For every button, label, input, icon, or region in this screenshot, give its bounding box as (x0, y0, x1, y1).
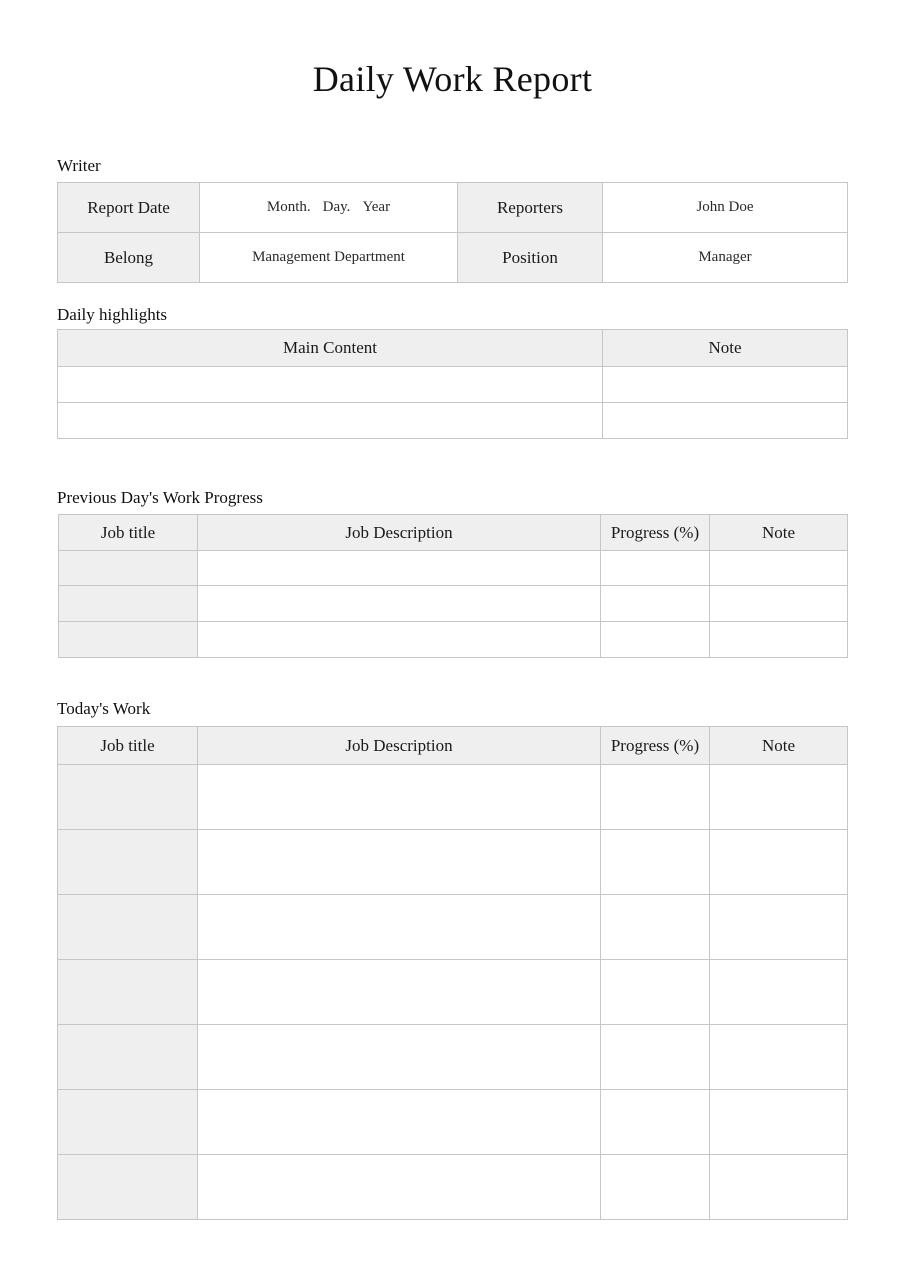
column-header-note: Note (710, 727, 848, 765)
column-header-job-description: Job Description (198, 515, 601, 551)
date-month: Month. (266, 199, 311, 215)
job-title-cell[interactable] (58, 830, 198, 895)
job-description-cell[interactable] (198, 1090, 601, 1155)
job-title-cell[interactable] (59, 586, 198, 622)
table-row (58, 1155, 848, 1220)
column-header-progress: Progress (%) (601, 515, 710, 551)
table-row (58, 765, 848, 830)
note-cell[interactable] (710, 895, 848, 960)
progress-cell[interactable] (601, 622, 710, 658)
job-title-cell[interactable] (58, 895, 198, 960)
column-header-note: Note (603, 330, 848, 367)
table-row (58, 960, 848, 1025)
job-description-cell[interactable] (198, 830, 601, 895)
section-label-daily-highlights: Daily highlights (57, 305, 168, 324)
note-cell[interactable] (710, 765, 848, 830)
progress-cell[interactable] (601, 586, 710, 622)
previous-day-table (58, 514, 848, 658)
report-date-field[interactable] (200, 183, 458, 233)
document-title: Daily Work Report (312, 59, 593, 99)
note-cell[interactable] (603, 367, 848, 403)
column-header-main-content: Main Content (58, 330, 603, 367)
job-title-cell[interactable] (59, 551, 198, 586)
main-content-cell[interactable] (58, 367, 603, 403)
table-row (58, 1090, 848, 1155)
position-label: Position (458, 233, 603, 283)
writer-table (57, 182, 848, 283)
column-header-note: Note (710, 515, 848, 551)
progress-cell[interactable] (601, 551, 710, 586)
column-header-progress: Progress (%) (601, 727, 710, 765)
daily-highlights-table (57, 329, 848, 439)
table-row (59, 586, 848, 622)
note-cell[interactable] (710, 622, 848, 658)
progress-cell[interactable] (601, 960, 710, 1025)
progress-cell[interactable] (601, 1155, 710, 1220)
belong-field[interactable]: Management Department (200, 233, 458, 283)
progress-cell[interactable] (601, 1090, 710, 1155)
job-description-cell[interactable] (198, 586, 601, 622)
column-header-job-description: Job Description (198, 727, 601, 765)
table-row (58, 830, 848, 895)
job-description-cell[interactable] (198, 1025, 601, 1090)
job-title-cell[interactable] (58, 1025, 198, 1090)
note-cell[interactable] (710, 1025, 848, 1090)
job-title-cell[interactable] (58, 1090, 198, 1155)
table-row (58, 367, 848, 403)
progress-cell[interactable] (601, 1025, 710, 1090)
note-cell[interactable] (710, 960, 848, 1025)
job-description-cell[interactable] (198, 1155, 601, 1220)
note-cell[interactable] (710, 551, 848, 586)
job-description-cell[interactable] (198, 895, 601, 960)
table-row (59, 551, 848, 586)
table-row (58, 1025, 848, 1090)
table-row (58, 895, 848, 960)
reporters-label: Reporters (458, 183, 603, 233)
job-description-cell[interactable] (198, 765, 601, 830)
note-cell[interactable] (710, 1090, 848, 1155)
progress-cell[interactable] (601, 765, 710, 830)
progress-cell[interactable] (601, 895, 710, 960)
writer-row (58, 183, 848, 233)
job-description-cell[interactable] (198, 960, 601, 1025)
table-row (58, 403, 848, 439)
reporters-field[interactable]: John Doe (603, 183, 848, 233)
job-description-cell[interactable] (198, 551, 601, 586)
job-title-cell[interactable] (59, 622, 198, 658)
job-title-cell[interactable] (58, 960, 198, 1025)
progress-cell[interactable] (601, 830, 710, 895)
note-cell[interactable] (710, 1155, 848, 1220)
section-label-todays-work: Today's Work (57, 699, 151, 718)
note-cell[interactable] (710, 586, 848, 622)
job-title-cell[interactable] (58, 1155, 198, 1220)
date-day: Day. (322, 199, 351, 215)
job-title-cell[interactable] (58, 765, 198, 830)
position-field[interactable]: Manager (603, 233, 848, 283)
todays-work-table (57, 726, 848, 1220)
column-header-job-title: Job title (59, 515, 198, 551)
date-year: Year (362, 199, 391, 215)
table-header-row (58, 727, 848, 765)
section-label-previous-day: Previous Day's Work Progress (57, 488, 263, 507)
writer-row (58, 233, 848, 283)
section-label-writer: Writer (57, 156, 101, 175)
column-header-job-title: Job title (58, 727, 198, 765)
report-date-label: Report Date (58, 183, 200, 233)
note-cell[interactable] (603, 403, 848, 439)
table-header-row (58, 330, 848, 367)
table-header-row (59, 515, 848, 551)
belong-label: Belong (58, 233, 200, 283)
table-row (59, 622, 848, 658)
job-description-cell[interactable] (198, 622, 601, 658)
note-cell[interactable] (710, 830, 848, 895)
main-content-cell[interactable] (58, 403, 603, 439)
